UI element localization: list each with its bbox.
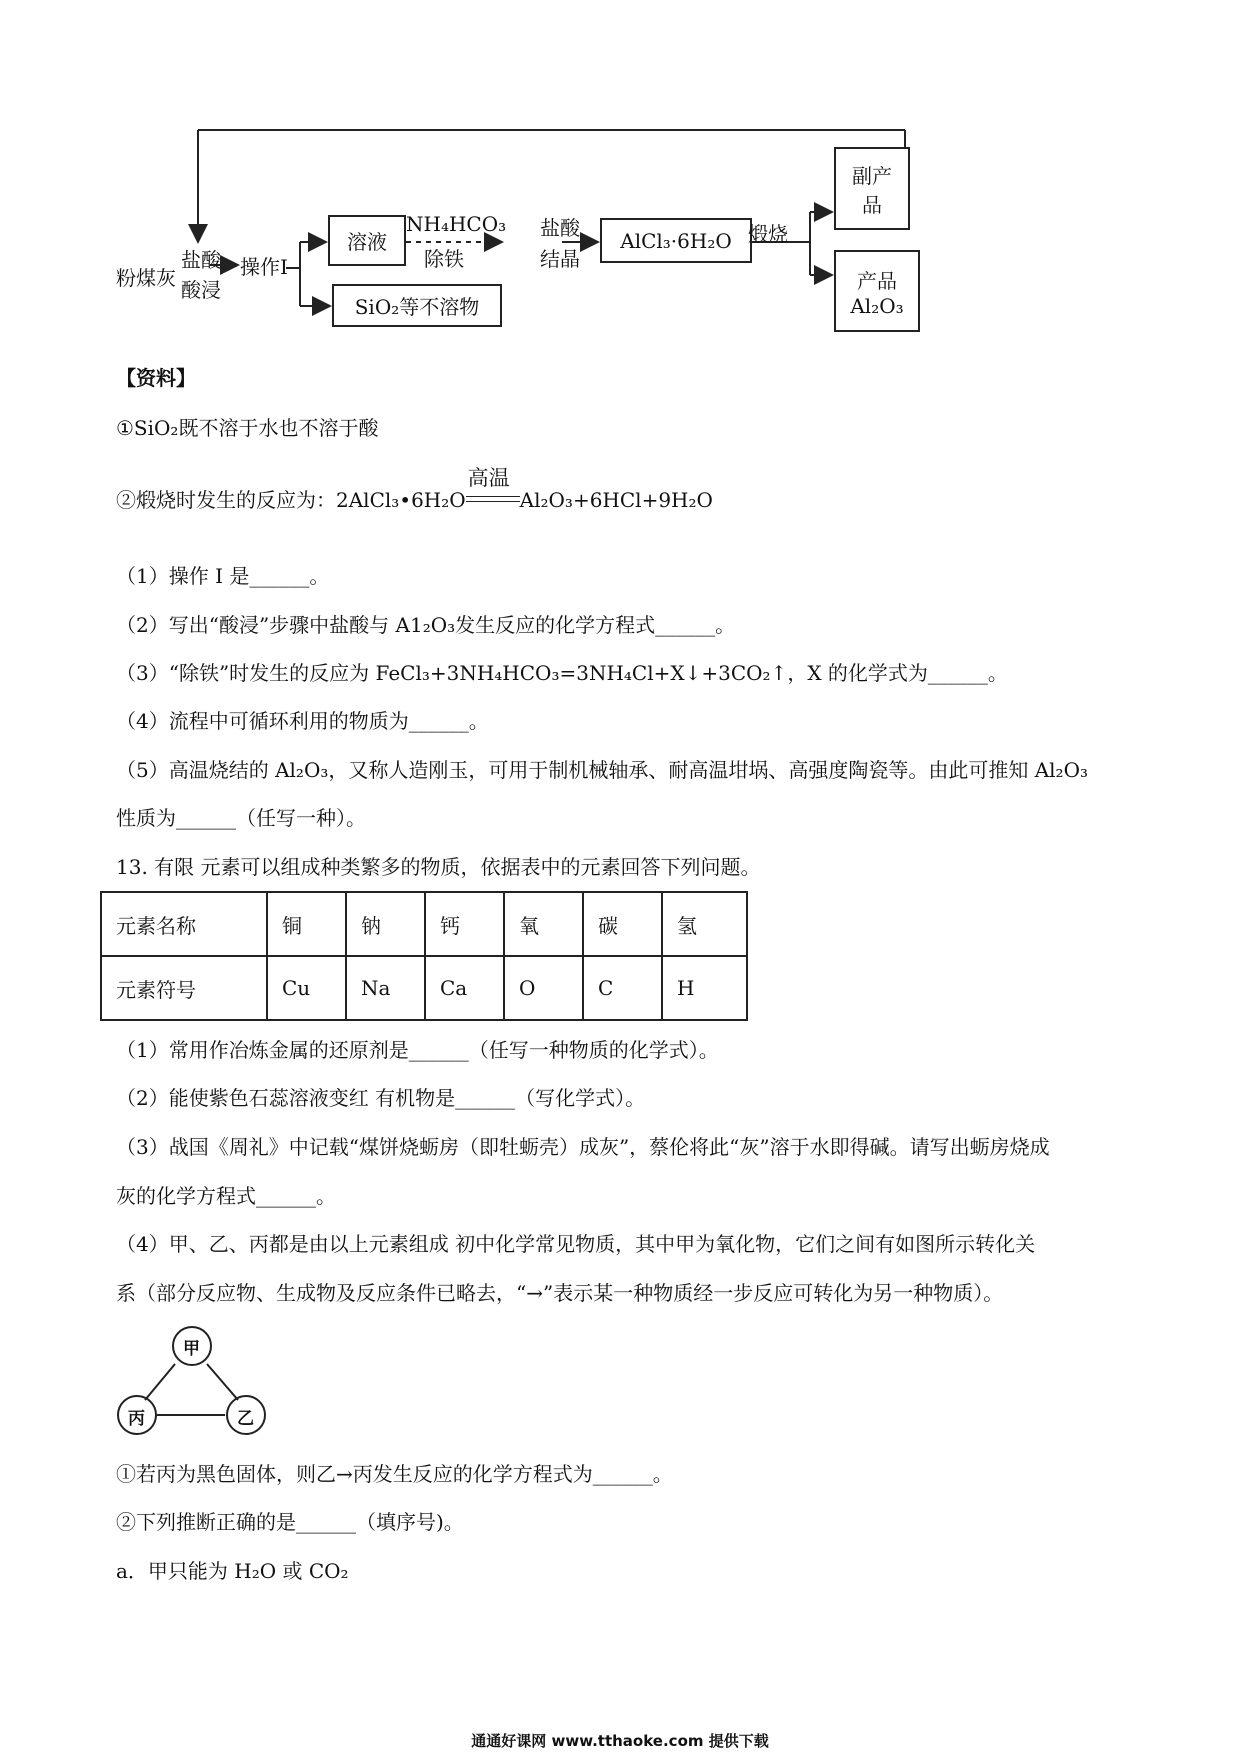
flow-operation: 操作I bbox=[240, 255, 288, 279]
q12-5a: （5）高温烧结的 Al₂O₃，又称人造刚玉，可用于制机械轴承、耐高温坩埚、高强度陶瓷等。由此可推知 Al₂O₃ bbox=[116, 758, 1088, 782]
node-right-label: 乙 bbox=[237, 1409, 254, 1429]
flow-hcl-bottom: 结晶 bbox=[540, 247, 580, 271]
q12-3: （3）“除铁”时发生的反应为 FeCl₃+3NH₄HCO₃=3NH₄Cl+X↓+3CO₂↑，X 的化学式为______。 bbox=[116, 661, 1008, 685]
table-cell: O bbox=[504, 956, 583, 1020]
q13-3a: （3）战国《周礼》中记载“煤饼烧蛎房（即牡蛎壳）成灰”，蔡伦将此“灰”溶于水即得碱。请写出蛎房烧成 bbox=[116, 1135, 1050, 1159]
table-row bbox=[101, 956, 747, 1020]
q13-option-a: a．甲只能为 H₂O 或 CO₂ bbox=[116, 1559, 349, 1583]
flow-solution-box: 溶液 bbox=[328, 215, 406, 266]
q13-3b: 灰的化学方程式______。 bbox=[116, 1184, 336, 1208]
element-table bbox=[100, 891, 748, 1021]
flow-product-box bbox=[834, 250, 920, 332]
table-cell: H bbox=[662, 956, 747, 1020]
q13-4a: （4）甲、乙、丙都是由以上元素组成 初中化学常见物质，其中甲为氧化物，它们之间有如图所示转化关 bbox=[116, 1232, 1036, 1256]
flow-reagent-top: NH₄HCO₃ bbox=[406, 212, 507, 236]
edge-top-left bbox=[145, 1364, 175, 1400]
flow-calcine: 煅烧 bbox=[748, 222, 788, 246]
info-item2-suffix: Al₂O₃+6HCl+9H₂O bbox=[519, 488, 713, 512]
product-line1: 产品 bbox=[857, 268, 897, 293]
q13-4b: 系（部分反应物、生成物及反应条件已略去，“→”表示某一种物质经一步反应可转化为另一种物质）。 bbox=[116, 1281, 1004, 1305]
node-top-label: 甲 bbox=[183, 1339, 200, 1359]
q13-sub2: ②下列推断正确的是______（填序号)。 bbox=[116, 1510, 464, 1534]
info-heading: 【资料】 bbox=[116, 366, 196, 390]
info-item2-prefix: ②煅烧时发生的反应为：2AlCl₃•6H₂O bbox=[116, 488, 466, 512]
info-item1: ①SiO₂既不溶于水也不溶于酸 bbox=[116, 416, 379, 440]
table-cell: Ca bbox=[425, 956, 504, 1020]
table-cell: C bbox=[583, 956, 662, 1020]
equals-line-top bbox=[466, 496, 520, 497]
q13-sub1: ①若丙为黑色固体，则乙→丙发生反应的化学方程式为______。 bbox=[116, 1462, 673, 1486]
table-cell: 氢 bbox=[662, 892, 747, 956]
flow-hcl-top: 盐酸 bbox=[540, 216, 580, 240]
q13-1: （1）常用作冶炼金属的还原剂是______（任写一种物质的化学式）。 bbox=[116, 1038, 719, 1062]
table-cell: Na bbox=[346, 956, 425, 1020]
equals-line-bottom bbox=[466, 501, 520, 502]
flow-source: 粉煤灰 bbox=[116, 266, 176, 290]
flow-crystal-box: AlCl₃·6H₂O bbox=[600, 218, 752, 263]
info-item2 bbox=[116, 466, 713, 514]
table-cell: Cu bbox=[267, 956, 346, 1020]
table-cell: 氧 bbox=[504, 892, 583, 956]
flow-chart-lines bbox=[0, 0, 1240, 360]
q12-4: （4）流程中可循环利用的物质为______。 bbox=[116, 709, 489, 733]
flow-reagent-bottom: 除铁 bbox=[424, 247, 464, 271]
table-cell: 元素符号 bbox=[101, 956, 267, 1020]
q12-5b: 性质为______（任写一种）。 bbox=[116, 806, 366, 830]
q13-2: （2）能使紫色石蕊溶液变红 有机物是______（写化学式）。 bbox=[116, 1086, 646, 1110]
flow-acid-bottom: 酸浸 bbox=[181, 278, 221, 302]
node-left-label: 丙 bbox=[128, 1409, 145, 1429]
byproduct-line1: 副产 bbox=[852, 163, 892, 188]
q12-2: （2）写出“酸浸”步骤中盐酸与 A1₂O₃发生反应的化学方程式______。 bbox=[116, 613, 736, 637]
table-cell: 钙 bbox=[425, 892, 504, 956]
edge-top-right bbox=[207, 1364, 238, 1400]
byproduct-line2: 品 bbox=[862, 192, 882, 217]
table-cell: 元素名称 bbox=[101, 892, 267, 956]
flow-acid-top: 盐酸 bbox=[181, 248, 221, 272]
q12-1: （1）操作 I 是______。 bbox=[116, 564, 330, 588]
table-cell: 碳 bbox=[583, 892, 662, 956]
product-line2: Al₂O₃ bbox=[850, 293, 904, 318]
condition-label: 高温 bbox=[467, 466, 510, 490]
table-cell: 钠 bbox=[346, 892, 425, 956]
page-footer: 通通好课网 www.tthaoke.com 提供下载 bbox=[471, 1732, 769, 1750]
table-row bbox=[101, 892, 747, 956]
flow-insoluble-box: SiO₂等不溶物 bbox=[332, 284, 502, 327]
flow-byproduct-box bbox=[834, 147, 910, 230]
table-cell: 铜 bbox=[267, 892, 346, 956]
reaction-condition bbox=[466, 466, 520, 514]
q13-intro: 13. 有限 元素可以组成种类繁多的物质，依据表中的元素回答下列问题。 bbox=[116, 855, 761, 879]
